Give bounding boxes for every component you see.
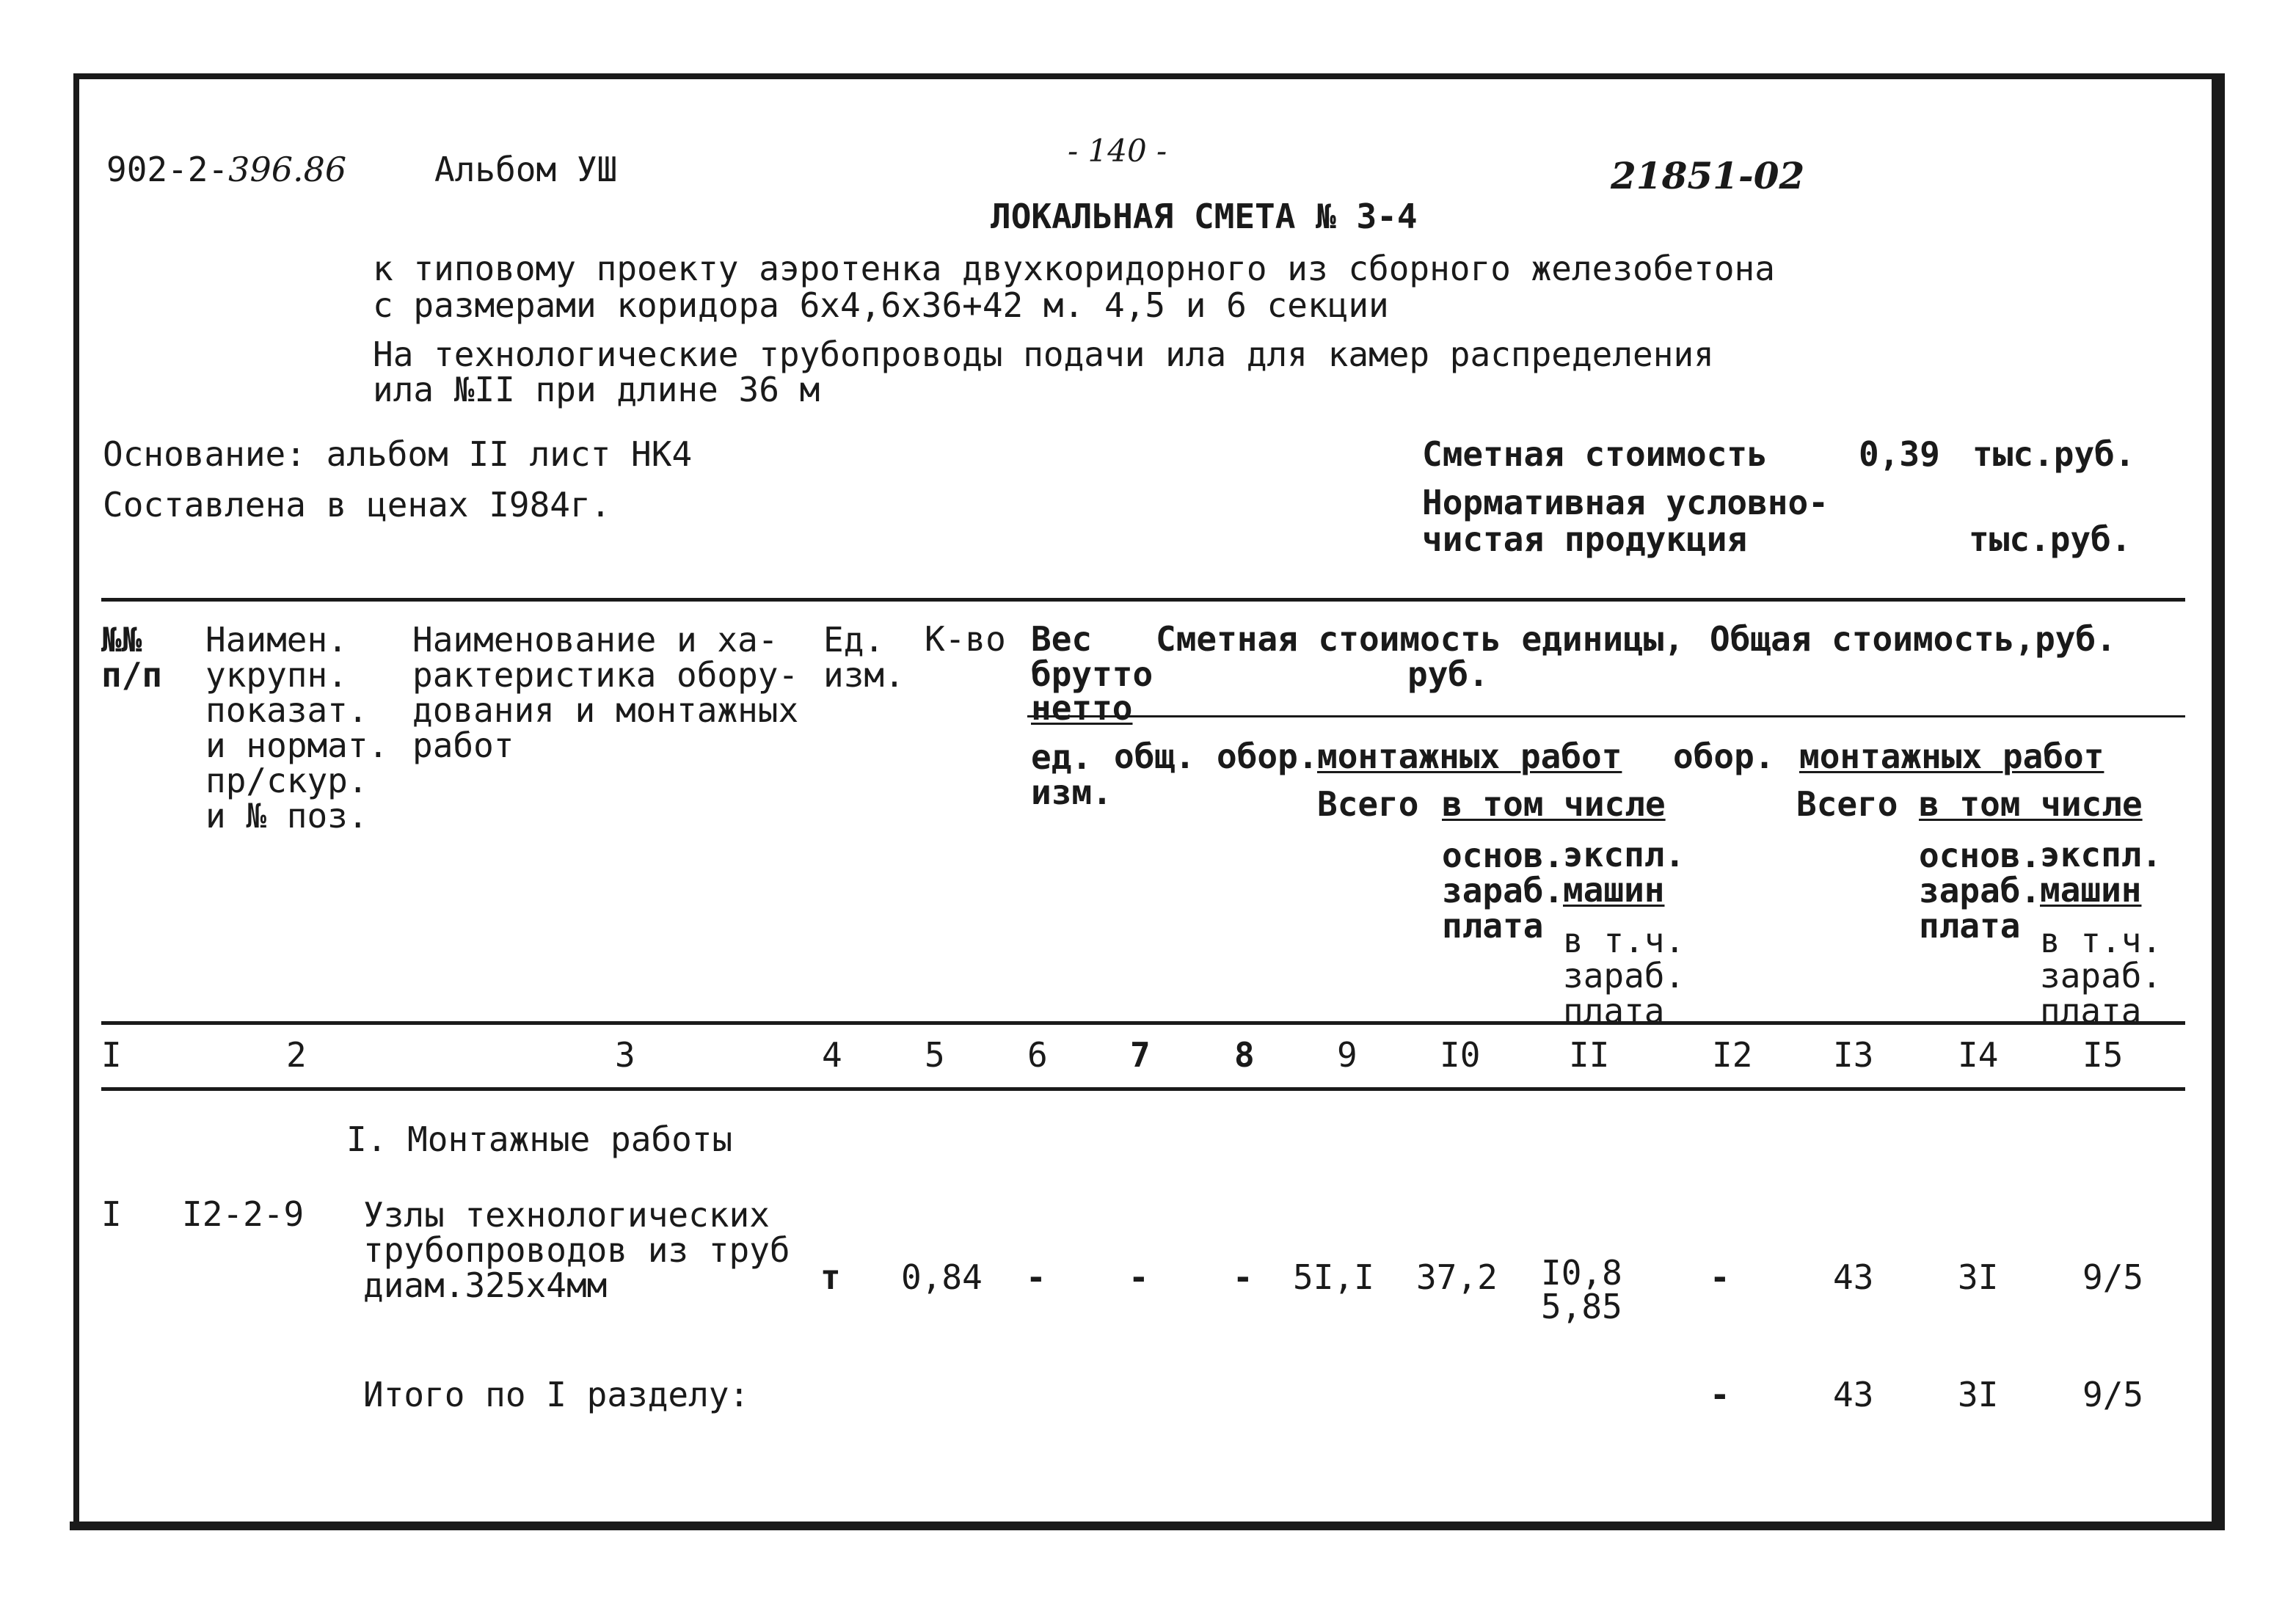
col-num-7: 7 [1130,1035,1151,1075]
row-c15: 9/5 [2082,1257,2144,1297]
row-c9: 5I,I [1293,1257,1374,1297]
row-code: I2-2-9 [182,1194,305,1234]
col-num-9: 9 [1337,1035,1357,1075]
col-num-14: I4 [1958,1035,1999,1075]
row-qty: 0,84 [901,1257,983,1297]
col-num-15: I5 [2082,1035,2124,1075]
row-c13: 43 [1833,1257,1874,1297]
header-mont-1: монтажных работ [1317,737,1622,776]
col-num-12: I2 [1712,1035,1753,1075]
frame-right [2212,73,2225,1530]
table-header-bottom-rule [101,1021,2185,1025]
col-num-8: 8 [1234,1035,1255,1075]
row-c11: I0,8 [1541,1253,1622,1293]
header-weight-1: Вес [1031,619,1093,659]
sheet-code: 21851-02 [1611,154,1805,197]
header-total-cost: Общая стоимость,руб. [1710,619,2116,659]
table-sub-rule [1027,715,2185,717]
row-c12: - [1710,1257,1730,1297]
title-line-2: с размерами коридора 6х4,6х36+42 м. 4,5 и 6 секции [373,285,1389,325]
header-weight-2: брутто [1031,654,1154,694]
row-num: I [101,1194,122,1234]
row-c10: 37,2 [1416,1257,1498,1297]
title-line-3: На технологические трубопроводы подачи ила для камер распределения [373,335,1714,374]
row-c6: - [1026,1257,1046,1297]
basis-text: Основание: альбом II лист НК4 [103,434,693,474]
section-title: I. Монтажные работы [346,1119,733,1159]
row-unit: т [820,1257,841,1297]
col-num-4: 4 [822,1035,842,1075]
header-vtch-2: в т.ч. зараб. плата [2040,921,2162,1031]
header-unit-cost-2: руб. [1407,654,1489,694]
header-qty: К-во [925,619,1006,659]
header-code: Наимен. укрупн. показат. и нормат. пр/скур. и № поз. [205,620,389,836]
header-unit-cost: Сметная стоимость единицы, [1156,619,1685,659]
project-code: 902-2-396.86 [106,150,347,189]
row-c14: 3I [1958,1257,1999,1297]
title-line-4: ила №II при длине 36 м [373,370,820,409]
header-weight-3: нетто [1031,688,1133,728]
col-num-13: I3 [1833,1035,1874,1075]
cost-label: Сметная стоимость [1422,434,1768,474]
cost-value: 0,39 [1859,434,1940,474]
header-vsego-1: Всего [1317,784,1419,824]
header-v-tom-2: в том числе [1919,784,2143,824]
album-label: Альбом УШ [434,150,618,189]
header-obor-2: обор. [1673,737,1775,776]
header-mashin-1: машин [1563,870,1665,910]
header-name: Наименование и ха- рактеристика обору- дования и монтажных работ [412,620,799,765]
col-num-10: I0 [1440,1035,1481,1075]
total-c12: - [1710,1375,1730,1414]
frame-left [73,73,79,1530]
norm-unit: тыс.руб. [1969,519,2132,559]
norm-label-2: чистая продукция [1422,519,1748,559]
column-numbers-rule [101,1087,2185,1091]
frame-bottom [70,1522,2225,1530]
norm-label-1: Нормативная условно- [1422,483,1829,522]
page-number: - 140 - [1068,133,1167,169]
row-c11b: 5,85 [1541,1287,1622,1326]
header-mont-2: монтажных работ [1799,737,2104,776]
col-num-1: I [101,1035,122,1075]
col-num-3: 3 [615,1035,635,1075]
header-ed-izm: ед. изм. [1031,737,1112,812]
header-osn-2: основ. зараб. плата [1919,836,2041,946]
title-line-1: к типовому проекту аэротенка двухкоридорного из сборного железобетона [373,249,1775,288]
cost-unit: тыс.руб. [1972,434,2135,474]
total-c13: 43 [1833,1375,1874,1414]
estimate-title: ЛОКАЛЬНАЯ СМЕТА № 3-4 [991,197,1418,236]
total-label: Итого по I разделу: [363,1375,750,1414]
prices-text: Составлена в ценах I984г. [103,485,611,525]
header-eksp-2: экспл. [2040,835,2162,874]
header-num: №№ п/п [101,620,163,695]
col-num-2: 2 [286,1035,307,1075]
header-eksp-1: экспл. [1563,835,1685,874]
frame-top [73,73,2225,79]
header-vtch-1: в т.ч. зараб. плата [1563,921,1685,1031]
header-mashin-2: машин [2040,870,2142,910]
header-obor-1: обор. [1217,737,1319,776]
total-c14: 3I [1958,1375,1999,1414]
row-c8: - [1233,1257,1253,1297]
header-osn-1: основ. зараб. плата [1442,836,1564,946]
col-num-6: 6 [1027,1035,1048,1075]
table-top-rule [101,598,2185,602]
header-unit: Ед. изм. [823,620,905,695]
header-vsego-2: Всего [1796,784,1898,824]
total-c15: 9/5 [2082,1375,2144,1414]
col-num-5: 5 [925,1035,945,1075]
header-obshch: общ. [1114,737,1195,776]
row-c7: - [1129,1257,1149,1297]
col-num-11: II [1569,1035,1610,1075]
row-name: Узлы технологических трубопроводов из труб диам.325х4мм [363,1195,790,1305]
header-v-tom-1: в том числе [1442,784,1666,824]
